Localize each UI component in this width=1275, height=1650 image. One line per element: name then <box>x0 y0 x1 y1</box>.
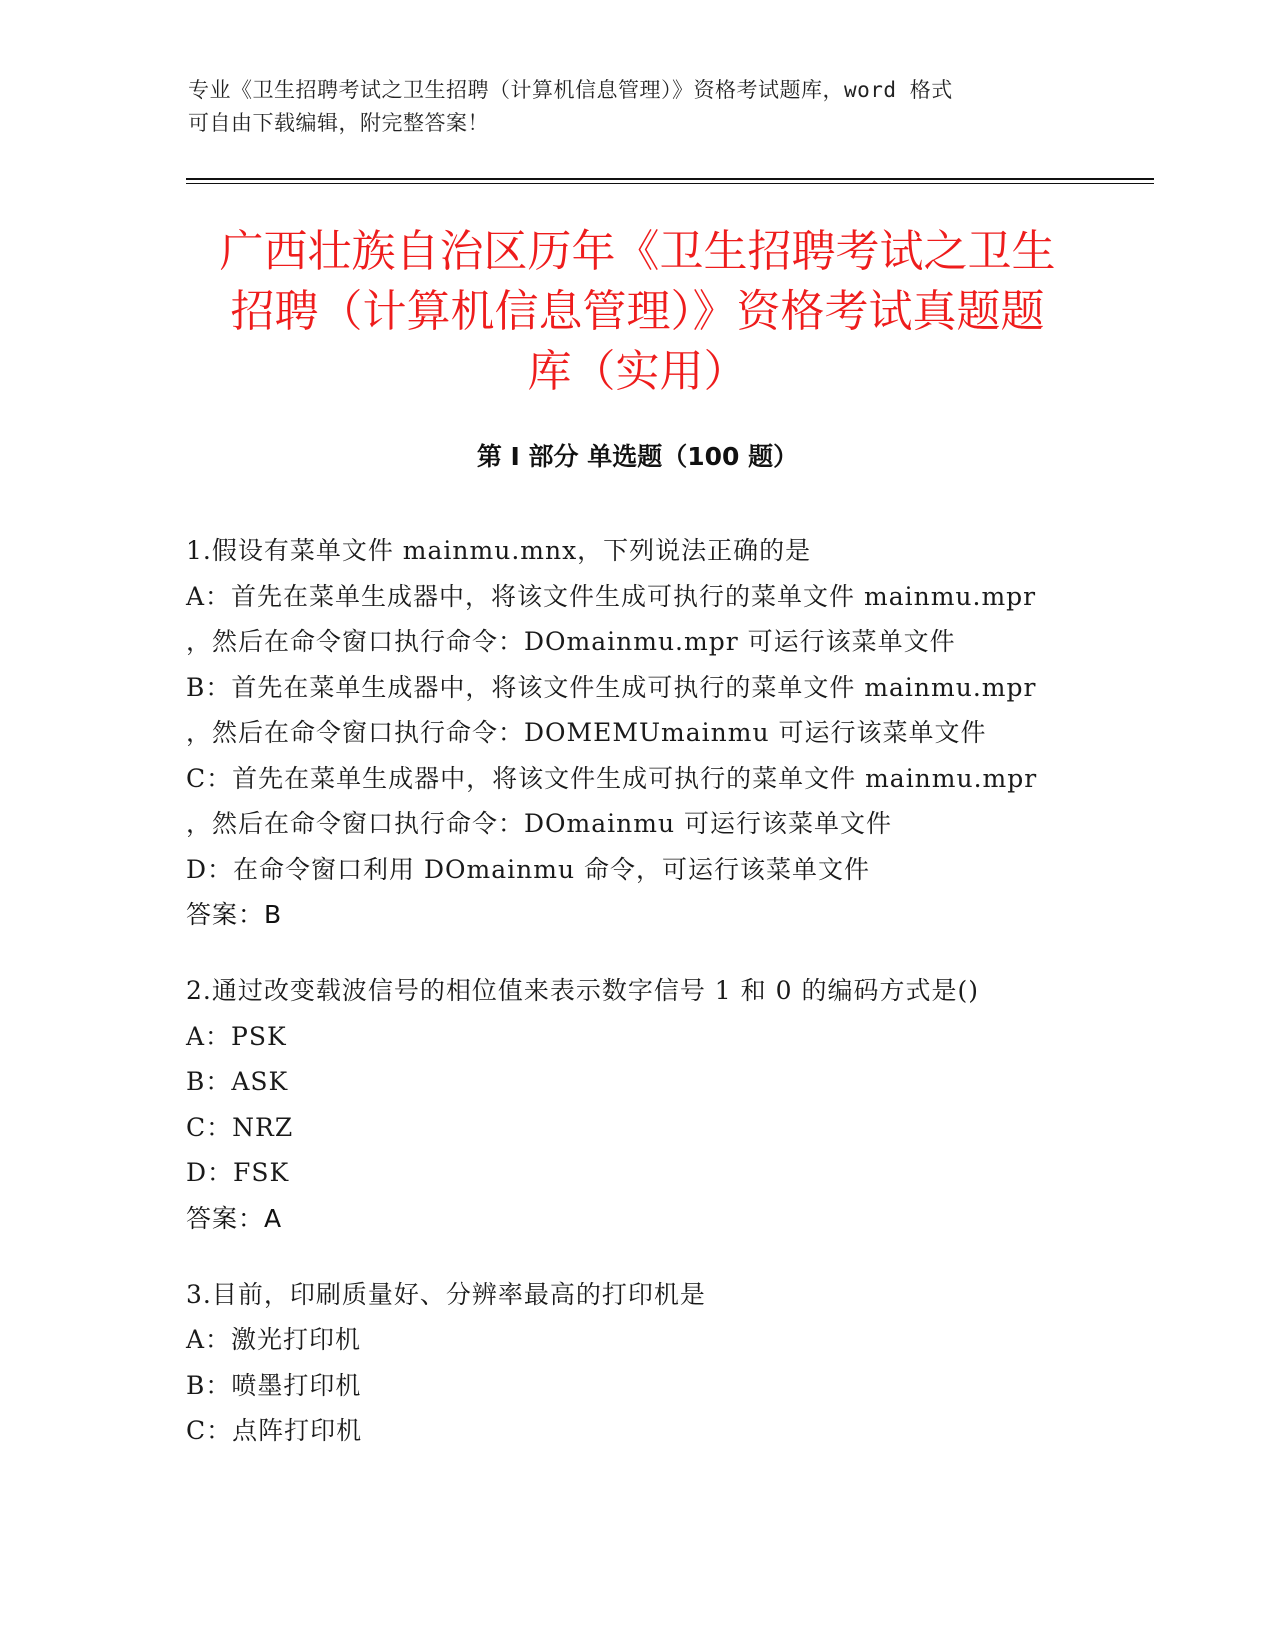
document-title-line-3: 库（实用） <box>527 346 748 397</box>
option-b: B：ASK <box>186 1067 289 1096</box>
question-3 <box>186 1272 1086 1454</box>
option-b: B：喷墨打印机 <box>186 1370 362 1400</box>
question-1 <box>186 528 1086 938</box>
question-stem: 2.通过改变载波信号的相位值来表示数字信号 1 和 0 的编码方式是() <box>186 976 979 1005</box>
option-a-continued: ，然后在命令窗口执行命令：DOmainmu.mpr 可运行该菜单文件 <box>186 627 956 656</box>
header-note-line-1: 专业《卫生招聘考试之卫生招聘（计算机信息管理）》资格考试题库，word 格式 <box>188 78 953 102</box>
option-a: A：首先在菜单生成器中，将该文件生成可执行的菜单文件 mainmu.mpr <box>186 581 1037 611</box>
question-stem: 3.目前，印刷质量好、分辨率最高的打印机是 <box>186 1279 706 1309</box>
header-note-line-2: 可自由下载编辑，附完整答案！ <box>188 111 489 135</box>
option-c: C：NRZ <box>186 1112 294 1142</box>
option-b-continued: ，然后在命令窗口执行命令：DOMEMUmainmu 可运行该菜单文件 <box>186 718 987 747</box>
header-rule-thick <box>186 178 1154 180</box>
option-c-continued: ，然后在命令窗口执行命令：DOmainmu 可运行该菜单文件 <box>186 809 893 838</box>
option-c: C：点阵打印机 <box>186 1416 363 1445</box>
option-a: A：激光打印机 <box>186 1325 362 1354</box>
option-a: A：PSK <box>186 1021 287 1051</box>
option-b: B：首先在菜单生成器中，将该文件生成可执行的菜单文件 mainmu.mpr <box>186 672 1037 702</box>
section-title: 第 I 部分 单选题（100 题） <box>476 442 799 471</box>
header-note <box>188 74 1068 140</box>
question-stem: 1.假设有菜单文件 mainmu.mnx，下列说法正确的是 <box>186 536 812 565</box>
option-d: D：在命令窗口利用 DOmainmu 命令，可运行该菜单文件 <box>186 854 870 884</box>
question-list <box>186 528 1086 1484</box>
option-c: C：首先在菜单生成器中，将该文件生成可执行的菜单文件 mainmu.mpr <box>186 763 1038 793</box>
option-d: D：FSK <box>186 1158 290 1187</box>
header-rule-thin <box>186 183 1154 184</box>
answer: 答案：B <box>186 900 283 929</box>
document-title-line-2: 招聘（计算机信息管理）》资格考试真题题 <box>230 286 1045 337</box>
document-title-line-1: 广西壮族自治区历年《卫生招聘考试之卫生 <box>219 226 1056 277</box>
document-title <box>150 222 1125 402</box>
question-2 <box>186 968 1086 1242</box>
answer: 答案：A <box>186 1203 283 1233</box>
